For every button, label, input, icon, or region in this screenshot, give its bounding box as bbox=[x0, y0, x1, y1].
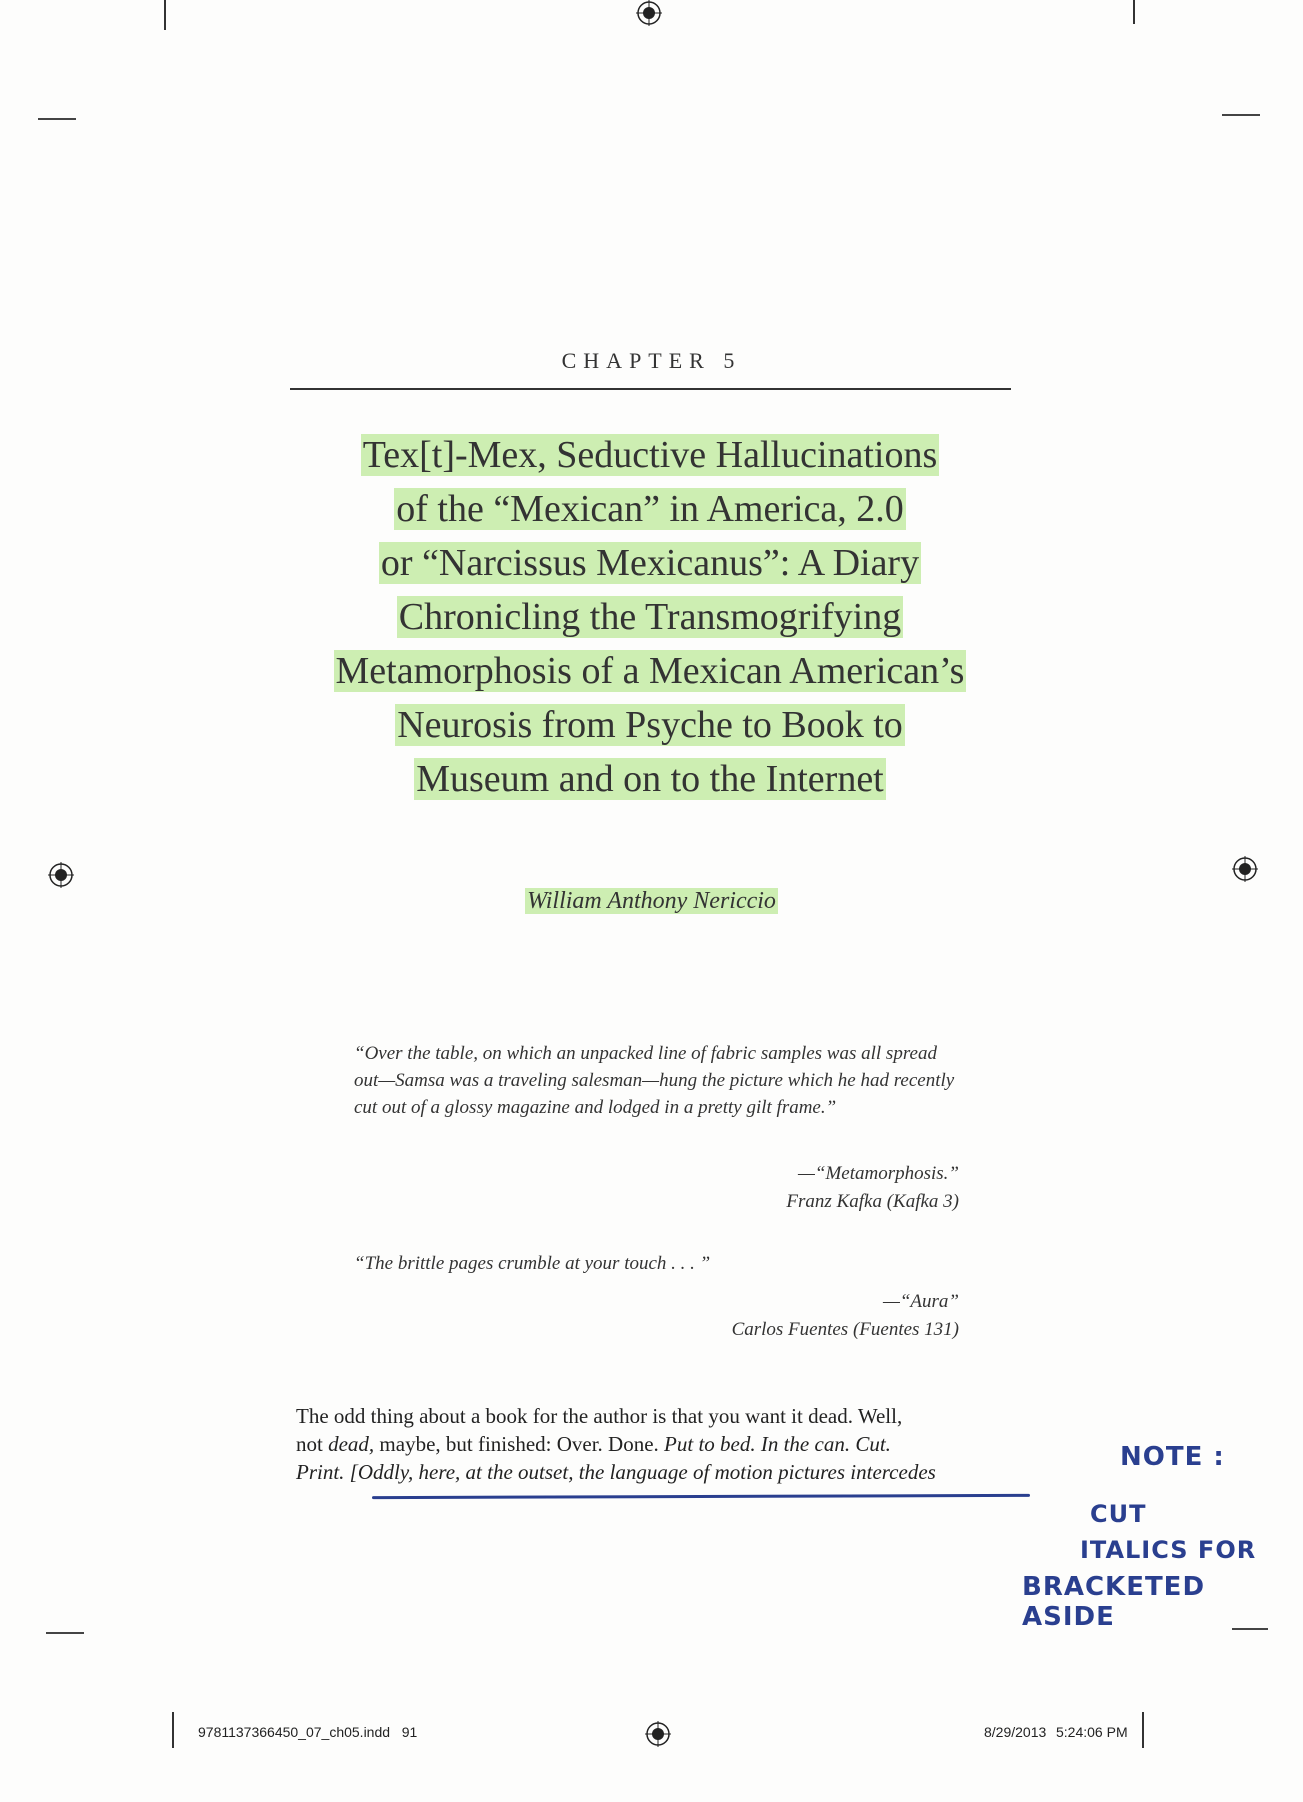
author-name-text: William Anthony Nericcio bbox=[527, 888, 776, 914]
title-line-text: Chronicling the Transmogrifying bbox=[398, 596, 902, 638]
pen-underline bbox=[372, 1494, 1030, 1499]
epigraph-quote: “Over the table, on which an unpacked line of fabric samples was all spread out—Samsa was a traveling salesman—hung the picture which he had recently cut out of a glossy magazine and lodged in a pretty gilt frame.” bbox=[354, 1043, 955, 1118]
body-line: The odd thing about a book for the author is that you want it dead. Well, bbox=[296, 1404, 903, 1428]
title-line-text: Museum and on to the Internet bbox=[416, 758, 884, 800]
title-line bbox=[240, 590, 1060, 644]
body-text-run: not bbox=[296, 1432, 329, 1456]
registration-mark-right-icon bbox=[1232, 856, 1258, 882]
chapter-title bbox=[240, 428, 1060, 806]
chapter-label: CHAPTER 5 bbox=[561, 348, 742, 373]
registration-mark-left-icon bbox=[48, 862, 74, 888]
epigraph-source-author: Franz Kafka (Kafka 3) bbox=[786, 1191, 959, 1212]
registration-mark-top-icon bbox=[636, 0, 662, 26]
body-text-italic: dead, bbox=[328, 1432, 375, 1456]
title-line-text: or “Narcissus Mexicanus”: A Diary bbox=[380, 542, 920, 584]
handwritten-note-line: ITALICS FOR bbox=[1080, 1536, 1257, 1564]
body-text-italic: Put to bed. In the can. Cut. bbox=[664, 1432, 891, 1456]
title-line-text: of the “Mexican” in America, 2.0 bbox=[396, 488, 904, 530]
title-line-text: Neurosis from Psyche to Book to bbox=[397, 704, 903, 746]
crop-mark-top-right bbox=[1133, 0, 1135, 24]
title-line bbox=[240, 644, 1060, 698]
body-text-run: maybe, but finished: Over. Done. bbox=[374, 1432, 665, 1456]
footer-time: 5:24:06 PM bbox=[1056, 1724, 1128, 1740]
epigraph-source-title: —“Metamorphosis.” bbox=[798, 1163, 959, 1184]
body-paragraph bbox=[296, 1402, 1016, 1486]
chapter-rule bbox=[290, 388, 1011, 390]
epigraph-source-title: —“Aura” bbox=[882, 1291, 959, 1312]
handwritten-note-line: CUT bbox=[1090, 1500, 1147, 1528]
footer-date: 8/29/2013 bbox=[984, 1724, 1047, 1740]
crop-mark-top-left bbox=[164, 0, 166, 30]
handwritten-note-title: NOTE : bbox=[1120, 1442, 1225, 1472]
crop-mark-left-upper bbox=[38, 118, 76, 120]
title-line bbox=[240, 752, 1060, 806]
crop-mark-left-lower bbox=[46, 1632, 84, 1634]
title-line bbox=[240, 536, 1060, 590]
footer-file-name: 9781137366450_07_ch05.indd 91 bbox=[198, 1724, 418, 1740]
title-line bbox=[240, 698, 1060, 752]
crop-mark-bottom-left bbox=[172, 1712, 174, 1748]
crop-mark-right-upper bbox=[1222, 114, 1260, 116]
epigraph-source-author: Carlos Fuentes (Fuentes 131) bbox=[731, 1319, 959, 1340]
title-line bbox=[240, 482, 1060, 536]
title-line-text: Metamorphosis of a Mexican American’s bbox=[335, 650, 965, 692]
body-line bbox=[296, 1430, 1016, 1458]
title-line-text: Tex[t]-Mex, Seductive Hallucinations bbox=[362, 434, 938, 476]
handwritten-note-line: BRACKETED ASIDE bbox=[1022, 1572, 1206, 1632]
title-line bbox=[240, 428, 1060, 482]
crop-mark-bottom-right bbox=[1142, 1712, 1144, 1748]
body-line: Print. [Oddly, here, at the outset, the language of motion pictures intercedes bbox=[296, 1460, 936, 1484]
author-name bbox=[0, 888, 1303, 915]
epigraph-quote: “The brittle pages crumble at your touch . . . ” bbox=[354, 1253, 711, 1274]
registration-mark-bottom-icon bbox=[645, 1721, 671, 1747]
